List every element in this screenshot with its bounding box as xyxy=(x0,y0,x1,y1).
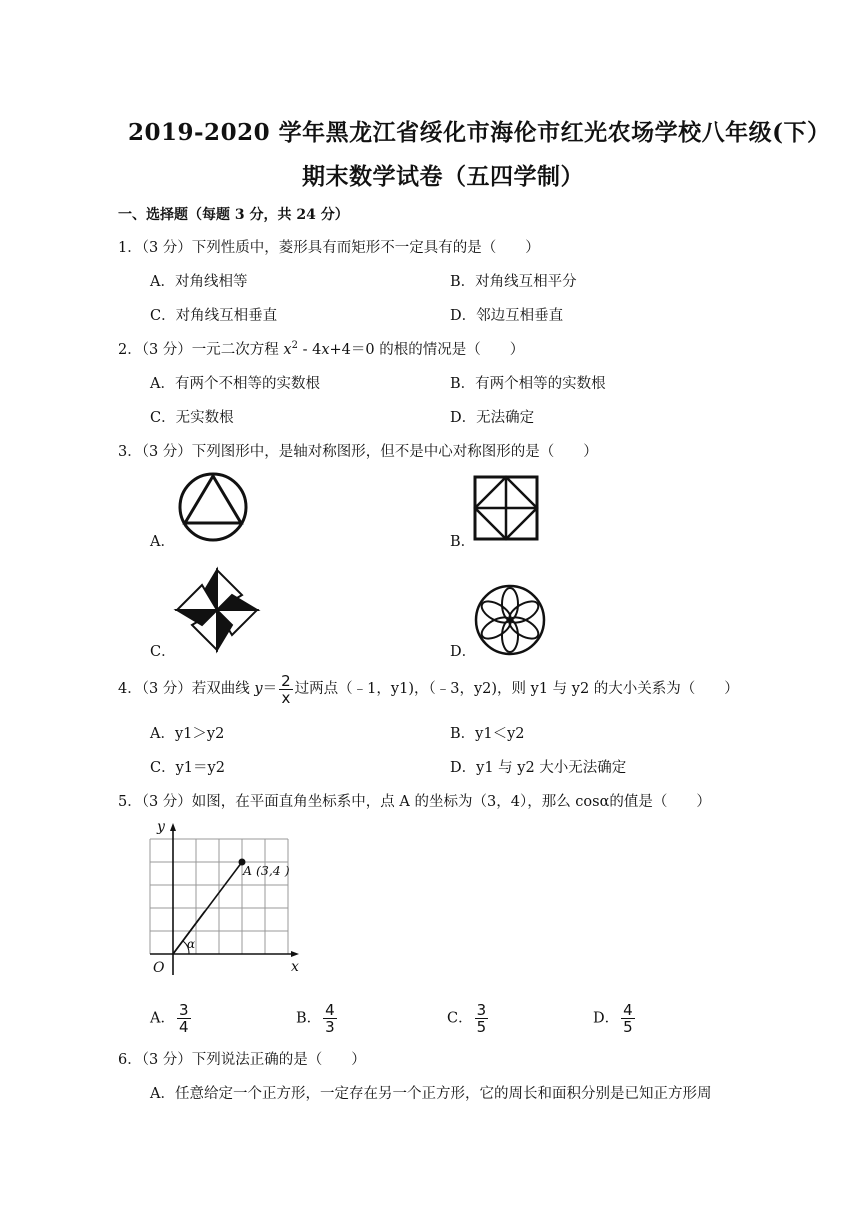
question-4-option-b[interactable]: B．y1＜y2 xyxy=(450,726,525,742)
question-6-stem: 6．（3 分）下列说法正确的是（ ） xyxy=(118,1052,366,1068)
question-5-option-d[interactable] xyxy=(593,1002,637,1035)
question-4-fraction-num: 2 xyxy=(281,671,291,690)
fraction-num: 4 xyxy=(623,1001,633,1019)
pinwheel-figure xyxy=(172,565,262,655)
y-axis-label: y xyxy=(157,819,165,835)
question-5-option-a[interactable] xyxy=(150,1002,193,1035)
question-5-option-c[interactable] xyxy=(447,1002,490,1035)
question-3-option-b-label[interactable]: B． xyxy=(450,534,476,550)
question-6-option-a[interactable]: A．任意给定一个正方形，一定存在另一个正方形，它的周长和面积分别是已知正方形周 xyxy=(150,1086,712,1102)
question-3-stem: 3．（3 分）下列图形中，是轴对称图形，但不是中心对称图形的是（ ） xyxy=(118,444,598,460)
question-1-stem: 1．（3 分）下列性质中，菱形具有而矩形不一定具有的是（ ） xyxy=(118,240,540,256)
question-5-option-a-fraction xyxy=(177,1002,191,1035)
question-4-stem-post: 过两点（﹣1，y1)，（﹣3，y2)，则 y1 与 y2 的大小关系为（ ） xyxy=(294,681,739,697)
flower-circle-figure xyxy=(472,582,548,658)
question-5-stem: 5．（3 分）如图，在平面直角坐标系中，点 A 的坐标为（3，4），那么 cosα的值是（ ） xyxy=(118,794,711,810)
question-2-exponent: 2 xyxy=(291,340,298,352)
question-5-option-c-label: C． xyxy=(447,1010,473,1027)
question-2-option-b[interactable]: B．有两个相等的实数根 xyxy=(450,376,606,392)
question-3-option-c-label[interactable]: C． xyxy=(150,644,176,660)
alpha-label: α xyxy=(187,937,196,951)
fraction-den: 5 xyxy=(476,1018,487,1036)
question-3-option-a-label[interactable]: A． xyxy=(150,534,175,550)
question-4-stem xyxy=(118,672,739,706)
question-5-option-a-label: A． xyxy=(150,1010,175,1027)
question-5-option-d-label: D． xyxy=(593,1010,620,1027)
fraction-num: 4 xyxy=(325,1001,335,1019)
question-2-var-x: x xyxy=(283,342,292,358)
question-2-stem-post: +4＝0 的根的情况是（ ） xyxy=(329,342,525,358)
point-a-label: A (3,4 ) xyxy=(243,863,290,878)
question-4-stem-pre: 4．（3 分）若双曲线 xyxy=(118,681,255,697)
question-5-option-b-label: B． xyxy=(296,1010,322,1027)
page-title-line1: 2019-2020 学年黑龙江省绥化市海伦市红光农场学校八年级(下） xyxy=(128,119,831,146)
square-pattern-figure xyxy=(472,474,540,542)
fraction-den: 4 xyxy=(178,1018,189,1036)
question-4-fraction-den: x xyxy=(281,688,291,707)
question-4-option-d[interactable]: D．y1 与 y2 大小无法确定 xyxy=(450,760,627,776)
question-4-option-a[interactable]: A．y1＞y2 xyxy=(150,726,225,742)
fraction-den: 5 xyxy=(623,1018,633,1036)
question-2-option-d[interactable]: D．无法确定 xyxy=(450,410,535,426)
question-2-var-x2: x xyxy=(321,342,330,358)
question-4-var-y: y xyxy=(254,681,263,697)
coordinate-grid-figure xyxy=(145,815,315,985)
question-5-option-d-fraction xyxy=(621,1002,635,1035)
question-1-option-a[interactable]: A．对角线相等 xyxy=(150,274,248,290)
circle-triangle-figure xyxy=(176,470,250,544)
question-2-stem-mid: ‑ 4 xyxy=(297,342,322,358)
question-4-fraction xyxy=(279,673,293,706)
fraction-num: 3 xyxy=(476,1001,487,1019)
fraction-den: 3 xyxy=(325,1018,335,1036)
question-1-option-b[interactable]: B．对角线互相平分 xyxy=(450,274,577,290)
question-2-stem-pre: 2．（3 分）一元二次方程 xyxy=(118,342,284,358)
question-4-option-c[interactable]: C．y1＝y2 xyxy=(150,760,225,776)
question-1-option-c[interactable]: C．对角线互相垂直 xyxy=(150,308,278,324)
section-heading: 一、选择题（每题 3 分，共 24 分） xyxy=(118,207,349,223)
question-1-option-d[interactable]: D．邻边互相垂直 xyxy=(450,308,564,324)
origin-label: O xyxy=(153,960,165,976)
question-4-equals: ＝ xyxy=(262,681,278,697)
fraction-num: 3 xyxy=(178,1001,189,1019)
question-3-option-d-label[interactable]: D． xyxy=(450,644,477,660)
question-2-option-a[interactable]: A．有两个不相等的实数根 xyxy=(150,376,320,392)
question-5-option-b-fraction xyxy=(323,1002,337,1035)
page-title-line2: 期末数学试卷（五四学制） xyxy=(302,163,584,190)
x-axis-label: x xyxy=(291,959,299,975)
question-5-option-b[interactable] xyxy=(296,1002,339,1035)
question-5-option-c-fraction xyxy=(475,1002,489,1035)
question-2-stem xyxy=(118,338,524,359)
question-2-option-c[interactable]: C．无实数根 xyxy=(150,410,234,426)
